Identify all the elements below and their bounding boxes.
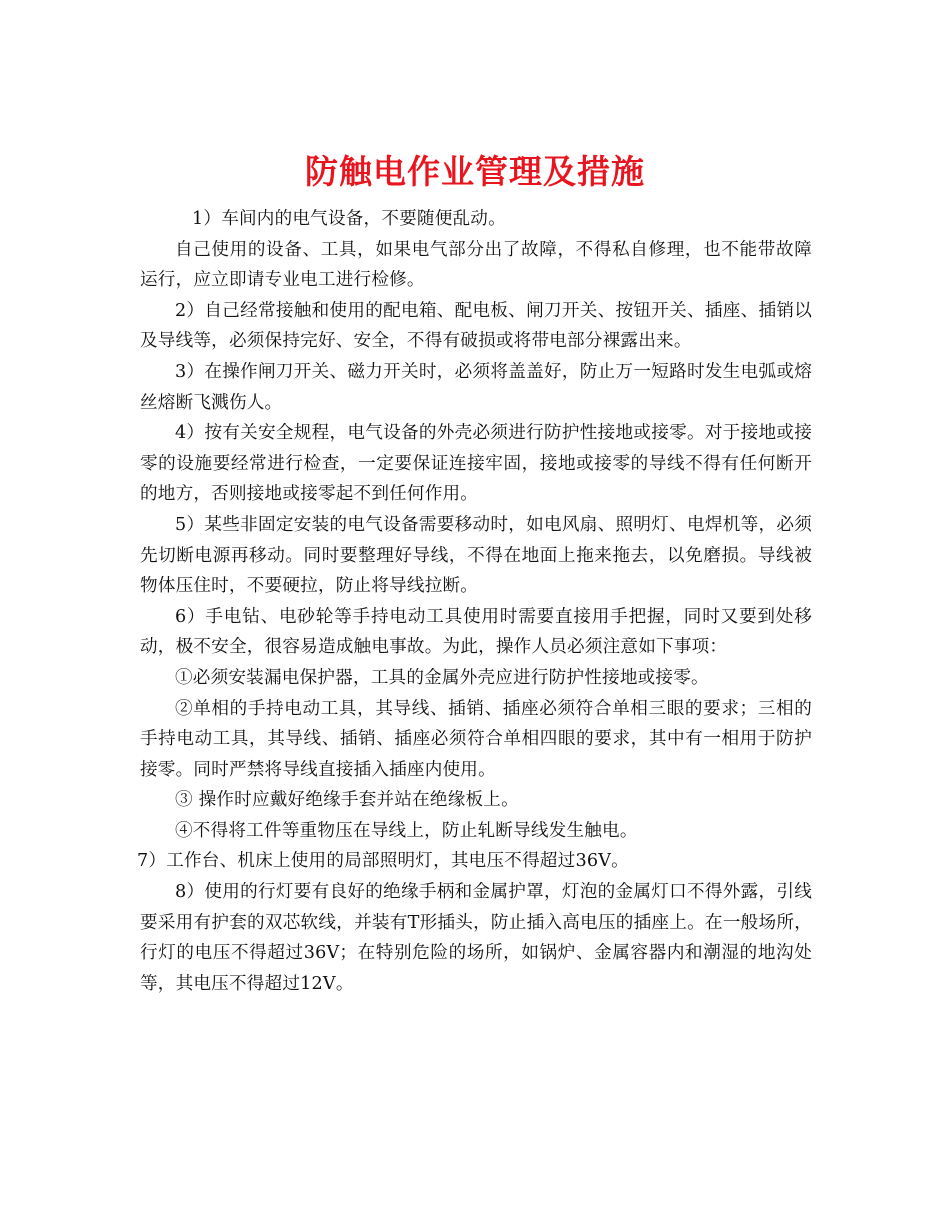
paragraph-2: 2）自己经常接触和使用的配电箱、配电板、闸刀开关、按钮开关、插座、插销以及导线等，必须保持完好、安全，不得有破损或将带电部分裸露出来。	[140, 300, 812, 352]
paragraph-6-item-3: ③ 操作时应戴好绝缘手套并站在绝缘板上。	[175, 790, 519, 811]
paragraph-6-item-1: ①必须安装漏电保护器，工具的金属外壳应进行防护性接地或接零。	[175, 667, 709, 688]
paragraph-3: 3）在操作闸刀开关、磁力开关时，必须将盖盖好，防止万一短路时发生电弧或熔丝熔断飞溅伤人。	[140, 361, 812, 413]
paragraph-1: 1）车间内的电气设备，不要随便乱动。	[192, 209, 506, 229]
paragraph-1-detail: 自己使用的设备、工具，如果电气部分出了故障，不得私自修理，也不能带故障运行，应立即请专业电工进行检修。	[140, 239, 812, 291]
document-body	[137, 204, 812, 999]
document-title: 防触电作业管理及措施	[305, 152, 645, 192]
paragraph-7: 7）工作台、机床上使用的局部照明灯，其电压不得超过36V。	[137, 851, 629, 872]
paragraph-6-item-2: ②单相的手持电动工具，其导线、插销、插座必须符合单相三眼的要求；三相的手持电动工具，其导线、插销、插座必须符合单相四眼的要求，其中有一相用于防护接零。同时严禁将导线直接插入插座内使用。	[140, 698, 812, 780]
paragraph-5: 5）某些非固定安装的电气设备需要移动时，如电风扇、照明灯、电焊机等，必须先切断电源再移动。同时要整理好导线，不得在地面上拖来拖去，以免磨损。导线被物体压住时，不要硬拉，防止将导线拉断。	[140, 514, 812, 597]
paragraph-6: 6）手电钻、电砂轮等手持电动工具使用时需要直接用手把握，同时又要到处移动，极不安全，很容易造成触电事故。为此，操作人员必须注意如下事项：	[140, 606, 812, 658]
paragraph-6-item-4: ④不得将工件等重物压在导线上，防止轧断导线发生触电。	[175, 820, 638, 841]
paragraph-8: 8）使用的行灯要有良好的绝缘手柄和金属护罩，灯泡的金属灯口不得外露，引线要采用有护套的双芯软线，并装有T形插头，防止插入高电压的插座上。在一般场所，行灯的电压不得超过36V；在特别危险的场所，如锅炉、金属容器内和潮湿的地沟处等，其电压不得超过12V。	[140, 882, 812, 994]
paragraph-4: 4）按有关安全规程，电气设备的外壳必须进行防护性接地或接零。对于接地或接零的设施要经常进行检查，一定要保证连接牢固，接地或接零的导线不得有任何断开的地方，否则接地或接零起不到任何作用。	[140, 423, 812, 505]
